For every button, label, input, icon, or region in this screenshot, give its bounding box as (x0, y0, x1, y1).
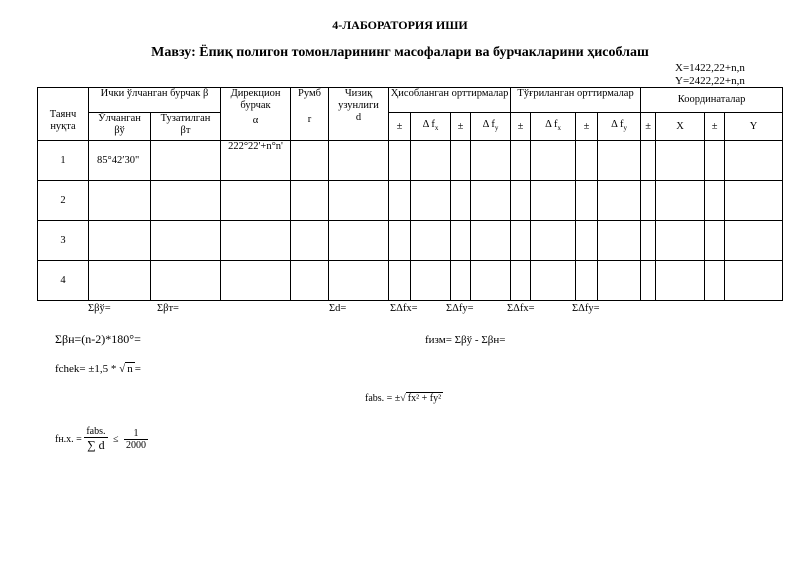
sum-length: Σd= (329, 303, 347, 314)
header-pm: ± (576, 113, 598, 141)
header-pm: ± (511, 113, 531, 141)
header-station: Таянч нуқта (38, 88, 89, 141)
subject-title: Мавзу: Ёпиқ полигон томонларининг масофалари ва бурчакларини ҳисоблаш (151, 45, 649, 60)
station-cell: 1 (38, 141, 89, 181)
relative-error-fraction: $\frac{\text{fabs.}}{\sum d}$ (86, 426, 106, 452)
sum-dfx-adjusted: ΣΔfx= (507, 303, 535, 314)
sum-beta-measured: Σβў= (88, 303, 111, 314)
table-row (38, 261, 783, 301)
absolute-error-formula: fabs. = ±√ fx² + fy² (365, 393, 442, 404)
header-coordinates: Координаталар (641, 88, 783, 113)
relative-error-formula: fн.х. = $\frac{\text{fabs.}}{\sum d}$ ≤ $\frac{1}{2000}$ (55, 426, 146, 452)
sum-dfx-computed: ΣΔfx= (390, 303, 418, 314)
header-line-length: Чизиқ узунлиги d (329, 88, 389, 141)
header-dfy: Δ $f_y$ (471, 113, 511, 141)
header-pm: ± (641, 113, 656, 141)
header-corrected: Тузатилган βт (151, 113, 221, 141)
table-row (38, 221, 783, 261)
header-dfx: Δ $f_x$ (411, 113, 451, 141)
header-measured: Ўлчанган βў (89, 113, 151, 141)
header-inner-angle: Ички ўлчанган бурчак β (89, 88, 221, 113)
tolerance-fraction: $\frac{1}{2000}$ (126, 428, 146, 451)
table-row (38, 181, 783, 221)
header-coord-x: X (656, 113, 705, 141)
table-row (38, 141, 783, 181)
header-pm: ± (389, 113, 411, 141)
header-pm: ± (705, 113, 725, 141)
station-cell: 4 (38, 261, 89, 301)
allowable-misclosure-formula: fchek= ±1,5 * √ n = (55, 363, 141, 375)
header-dfx: Δ $f_x$ (531, 113, 576, 141)
header-dfy: Δ $f_y$ (598, 113, 641, 141)
traverse-table (37, 87, 783, 301)
y-start-value: Y=2422,22+n,n (675, 75, 745, 87)
header-coord-y: Y (725, 113, 783, 141)
station-cell: 3 (38, 221, 89, 261)
header-pm: ± (451, 113, 471, 141)
lab-title: 4-ЛАБОРАТОРИЯ ИШИ (332, 18, 468, 32)
header-rumb: Румб r (291, 88, 329, 141)
theoretical-angle-sum-formula: Σβн=(n-2)*180°= (55, 332, 141, 346)
angular-misclosure-formula: fизм= Σβў - Σβн= (425, 334, 506, 346)
header-direction-angle: Дирекцион бурчак α (221, 88, 291, 141)
sum-dfy-adjusted: ΣΔfy= (572, 303, 600, 314)
sum-dfy-computed: ΣΔfy= (446, 303, 474, 314)
station-cell: 2 (38, 181, 89, 221)
measured-angle-cell: 85°42′30" (89, 141, 151, 181)
direction-angle-cell: 222°22'+n°n' (221, 141, 291, 181)
header-adjusted-increments: Тўғриланган орттирмалар (511, 88, 641, 113)
x-start-value: X=1422,22+n,n (675, 62, 745, 74)
header-computed-increments: Ҳисобланган орттирмалар (389, 88, 511, 113)
sum-beta-corrected: Σβт= (157, 303, 179, 314)
